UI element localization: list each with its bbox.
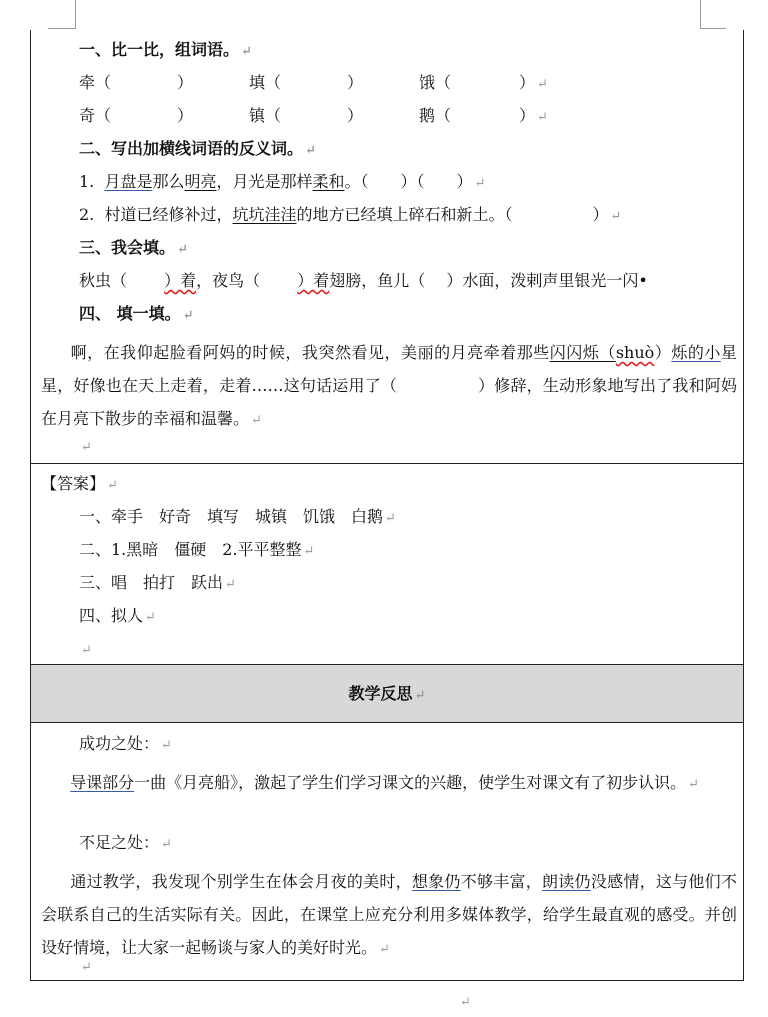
page-end-mark: ↵: [460, 995, 471, 1010]
shortcoming-paragraph: 通过教学，我发现个别学生在体会月夜的美时，想象仍不够丰富，朗读仍没感情，这与他们不会联系自己的生活实际有关。因此，在课堂上应充分利用多媒体教学，给学生最直观的感受。并创设好情境，让大家一起畅谈与家人的美好时光。 ↵: [41, 872, 737, 957]
q2-item-1: 1. 月盘是那么明亮，月光是那样柔和。（ ）（ ） ↵: [79, 172, 486, 191]
empty-paragraph-mark: ↵: [81, 440, 92, 455]
shortcoming-label: 不足之处： ↵: [79, 833, 172, 852]
answer-section: [30, 463, 744, 664]
crop-mark-top-right: [700, 28, 726, 29]
reflection-title: 教学反思 ↵: [348, 684, 426, 703]
answer-4: 四、拟人 ↵: [79, 606, 156, 625]
success-label: 成功之处： ↵: [79, 734, 172, 753]
empty-paragraph-mark: ↵: [81, 643, 92, 658]
success-paragraph: 导课部分一曲《月亮船》，激起了学生们学习课文的兴趣，使学生对课文有了初步认识。 ↵: [70, 773, 700, 792]
crop-mark-top-left: [48, 28, 76, 29]
answer-1: 一、牵手 好奇 填写 城镇 饥饿 白鹅 ↵: [79, 507, 396, 526]
answer-3: 三、唱 拍打 跃出 ↵: [79, 573, 236, 592]
crop-mark-top-right-vertical: [700, 0, 701, 28]
exercise-section: 一、比一比，组词语。 ↵ 牵（ ） 填（ ） 饿（ ） ↵ 奇（ ） 镇（ ） 鹅（ ） ↵ 二、写出加横线词语的反义词。 ↵ 1. 月盘是那么明亮，月光是那样柔和。（ ）（ ） ↵ 2. 村道已经修补过，坑坑洼洼的地方已经填上碎石和新土。（ ） ↵ 三、我会填。 ↵ 秋虫（ ）着，夜鸟（ ）着翅膀，鱼儿（ ）水面，泼剌声里银光一闪• 四、 填一填。 ↵ 啊，在我仰起脸看阿妈的时候，我突然看见，美丽的月亮牵着那些闪闪烁（shuò）烁的小星星，好像也在天上走着，走着……这句话运用了（ ）修辞，生动形象地写出了我和阿妈在月亮下散步的幸福和温馨。 ↵ ↵: [30, 30, 744, 463]
empty-paragraph-mark: ↵: [81, 960, 92, 975]
q4-title: 四、 填一填。 ↵: [79, 304, 194, 323]
q1-title: 一、比一比，组词语。 ↵: [79, 40, 252, 59]
q2-title: 二、写出加横线词语的反义词。 ↵: [79, 139, 316, 158]
answer-2: 二、1.黑暗 僵硬 2.平平整整 ↵: [79, 540, 315, 559]
answer-label: 【答案】 ↵: [41, 474, 118, 493]
q3-title: 三、我会填。 ↵: [79, 238, 188, 257]
q4-paragraph: 啊，在我仰起脸看阿妈的时候，我突然看见，美丽的月亮牵着那些闪闪烁（shuò）烁的小星星，好像也在天上走着，走着……这句话运用了（ ）修辞，生动形象地写出了我和阿妈在月亮下散步的幸福和温馨。 ↵: [41, 343, 737, 428]
crop-mark-top-left-vertical: [75, 0, 76, 28]
reflection-header: [30, 664, 744, 722]
q2-item-2: 2. 村道已经修补过，坑坑洼洼的地方已经填上碎石和新土。（ ） ↵: [79, 205, 622, 224]
q3-line: 秋虫（ ）着，夜鸟（ ）着翅膀，鱼儿（ ）水面，泼剌声里银光一闪•: [79, 271, 648, 290]
reflection-section: [30, 722, 744, 981]
